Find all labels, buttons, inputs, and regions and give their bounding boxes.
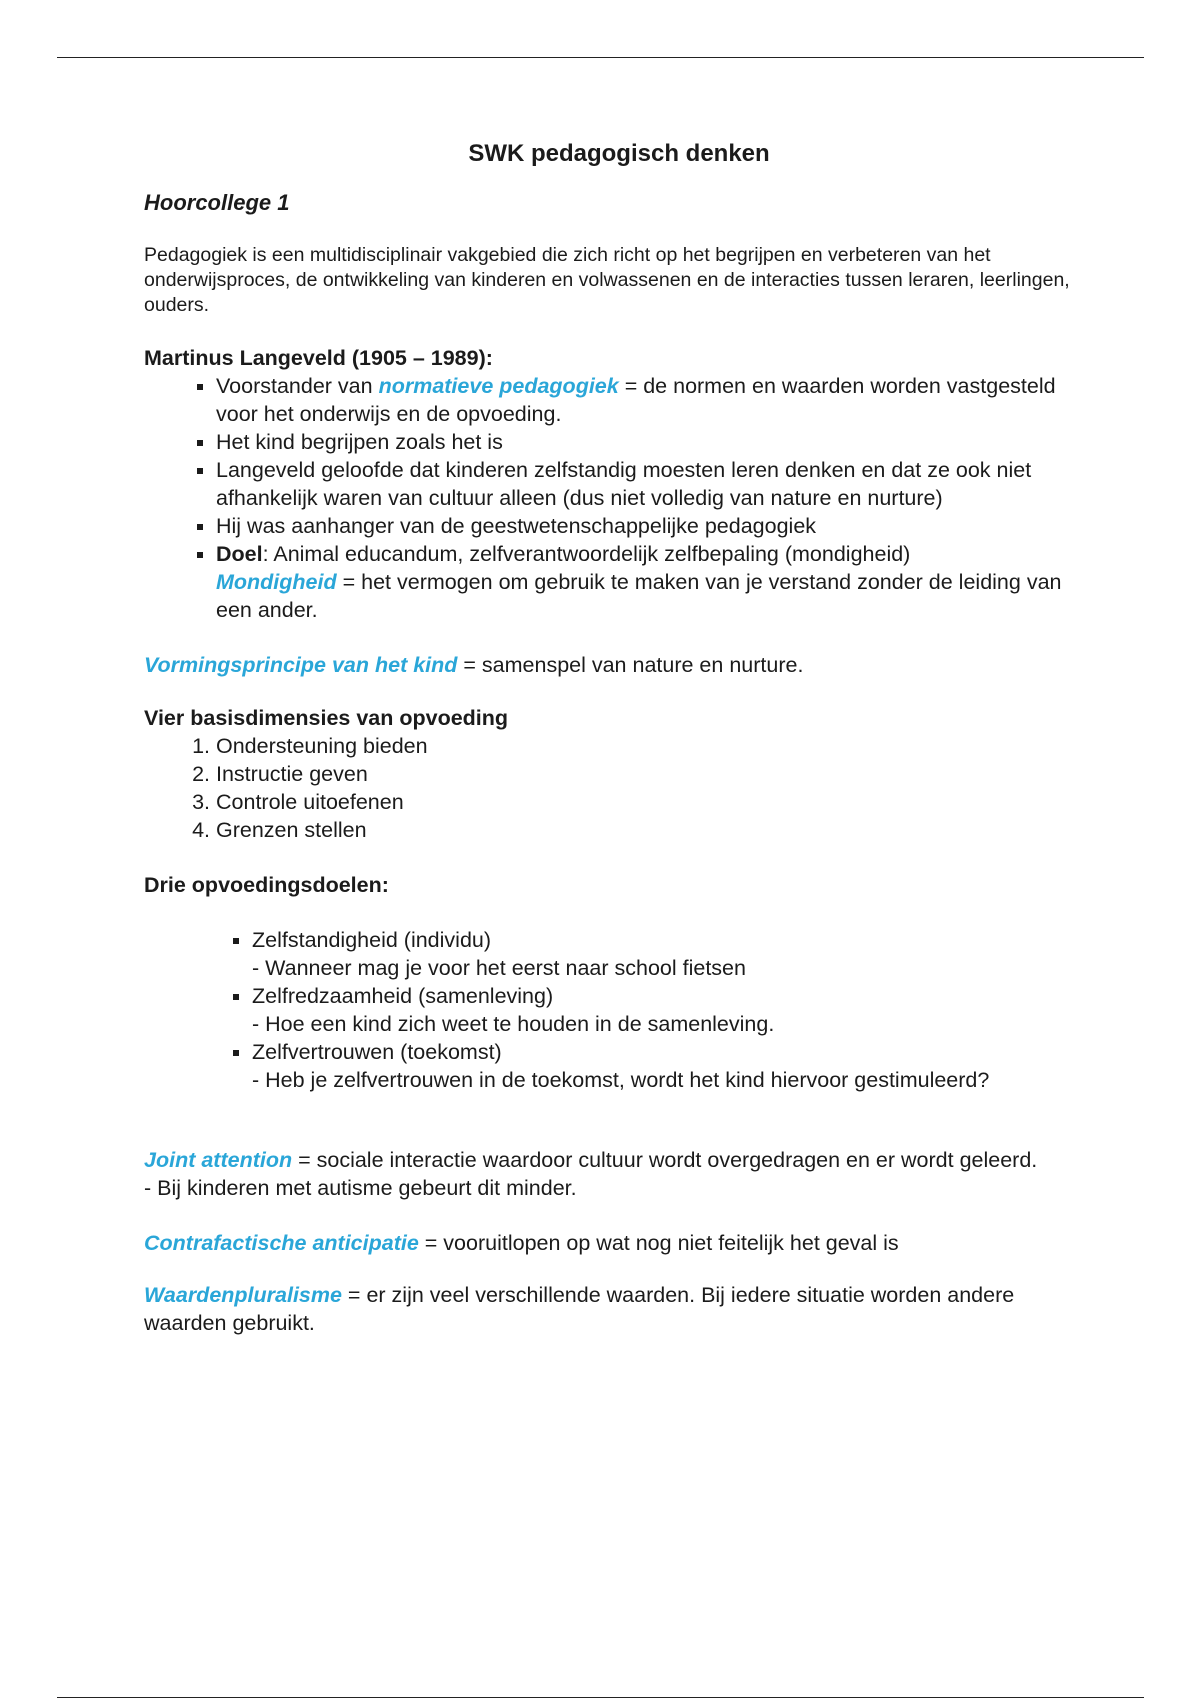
lecture-heading: Hoorcollege 1 <box>144 190 290 215</box>
waardenpluralisme-paragraph <box>144 1281 1094 1337</box>
goal-label: Zelfredzaamheid (samenleving) <box>252 984 554 1008</box>
list-item: 2. Instructie geven <box>216 760 1094 788</box>
contrafactische-paragraph <box>144 1229 1094 1257</box>
term-joint-attention: Joint attention <box>144 1148 293 1172</box>
item-text: = de normen en waarden worden vastgesteld voor het onderwijs en de opvoeding. <box>216 374 1056 426</box>
list-item <box>216 372 1094 428</box>
definition-text: = samenspel van nature en nurture. <box>457 653 804 677</box>
goal-note: - Hoe een kind zich weet te houden in de samenleving. <box>252 1012 775 1036</box>
joint-attention-paragraph <box>144 1146 1094 1202</box>
joint-note: - Bij kinderen met autisme gebeurt dit minder. <box>144 1176 577 1200</box>
definition-text: = sociale interactie waardoor cultuur wordt overgedragen en er wordt geleerd. <box>292 1148 1038 1172</box>
list-item <box>216 540 1094 624</box>
goal-label: Zelfstandigheid (individu) <box>252 928 492 952</box>
list-item: ▪ Hij was aanhanger van de geestwetenschappelijke pedagogiek <box>216 512 1094 540</box>
doel-label: Doel <box>216 542 263 566</box>
document-page <box>144 140 1094 1337</box>
list-item: 4. Grenzen stellen <box>216 816 1094 844</box>
term-waardenpluralisme: Waardenpluralisme <box>144 1283 342 1307</box>
term-mondigheid: Mondigheid <box>216 570 337 594</box>
doelen-list <box>144 926 1094 1094</box>
langeveld-list <box>144 372 1094 624</box>
item-text: = het vermogen om gebruik te maken van je verstand zonder de leiding van een ander. <box>216 570 1062 622</box>
list-item: ▪ Langeveld geloofde dat kinderen zelfstandig moesten leren denken en dat ze ook niet afhankelijk waren van cultuur alleen (dus niet volledig van nature en nurture) <box>216 456 1094 512</box>
list-item: 3. Controle uitoefenen <box>216 788 1094 816</box>
item-text: : Animal educandum, zelfverantwoordelijk zelfbepaling (mondigheid) <box>262 542 911 566</box>
vormingsprincipe-paragraph <box>144 651 1094 679</box>
doelen-heading: Drie opvoedingsdoelen: <box>144 873 389 897</box>
footer-rule <box>57 1697 1144 1698</box>
list-item <box>252 1038 1094 1094</box>
langeveld-heading: Martinus Langeveld (1905 – 1989): <box>144 346 493 370</box>
term-vormingsprincipe: Vormingsprincipe van het kind <box>144 653 458 677</box>
term-contrafactische-anticipatie: Contrafactische anticipatie <box>144 1231 419 1255</box>
intro-paragraph: Pedagogiek is een multidisciplinair vakgebied die zich richt op het begrijpen en verbeteren van het onderwijsproces, de ontwikkeling van kinderen en volwassenen en de interacties tussen leraren, leerlingen, ouders. <box>144 244 1070 316</box>
list-item <box>252 982 1094 1038</box>
document-title: SWK pedagogisch denken <box>468 140 770 167</box>
dimensies-heading: Vier basisdimensies van opvoeding <box>144 706 509 730</box>
goal-note: - Wanneer mag je voor het eerst naar school fietsen <box>252 956 746 980</box>
list-item: ▪ Het kind begrijpen zoals het is <box>216 428 1094 456</box>
list-item: 1. Ondersteuning bieden <box>216 732 1094 760</box>
dimensies-list <box>144 732 1094 844</box>
list-item <box>252 926 1094 982</box>
goal-note: - Heb je zelfvertrouwen in de toekomst, wordt het kind hiervoor gestimuleerd? <box>252 1068 990 1092</box>
item-text: Voorstander van <box>216 374 379 398</box>
header-rule <box>57 57 1144 58</box>
definition-text: = vooruitlopen op wat nog niet feitelijk het geval is <box>418 1231 899 1255</box>
definition-text: = er zijn veel verschillende waarden. Bij iedere situatie worden andere waarden gebruikt. <box>144 1283 1015 1335</box>
goal-label: Zelfvertrouwen (toekomst) <box>252 1040 502 1064</box>
term-normatieve-pedagogiek: normatieve pedagogiek <box>378 374 619 398</box>
